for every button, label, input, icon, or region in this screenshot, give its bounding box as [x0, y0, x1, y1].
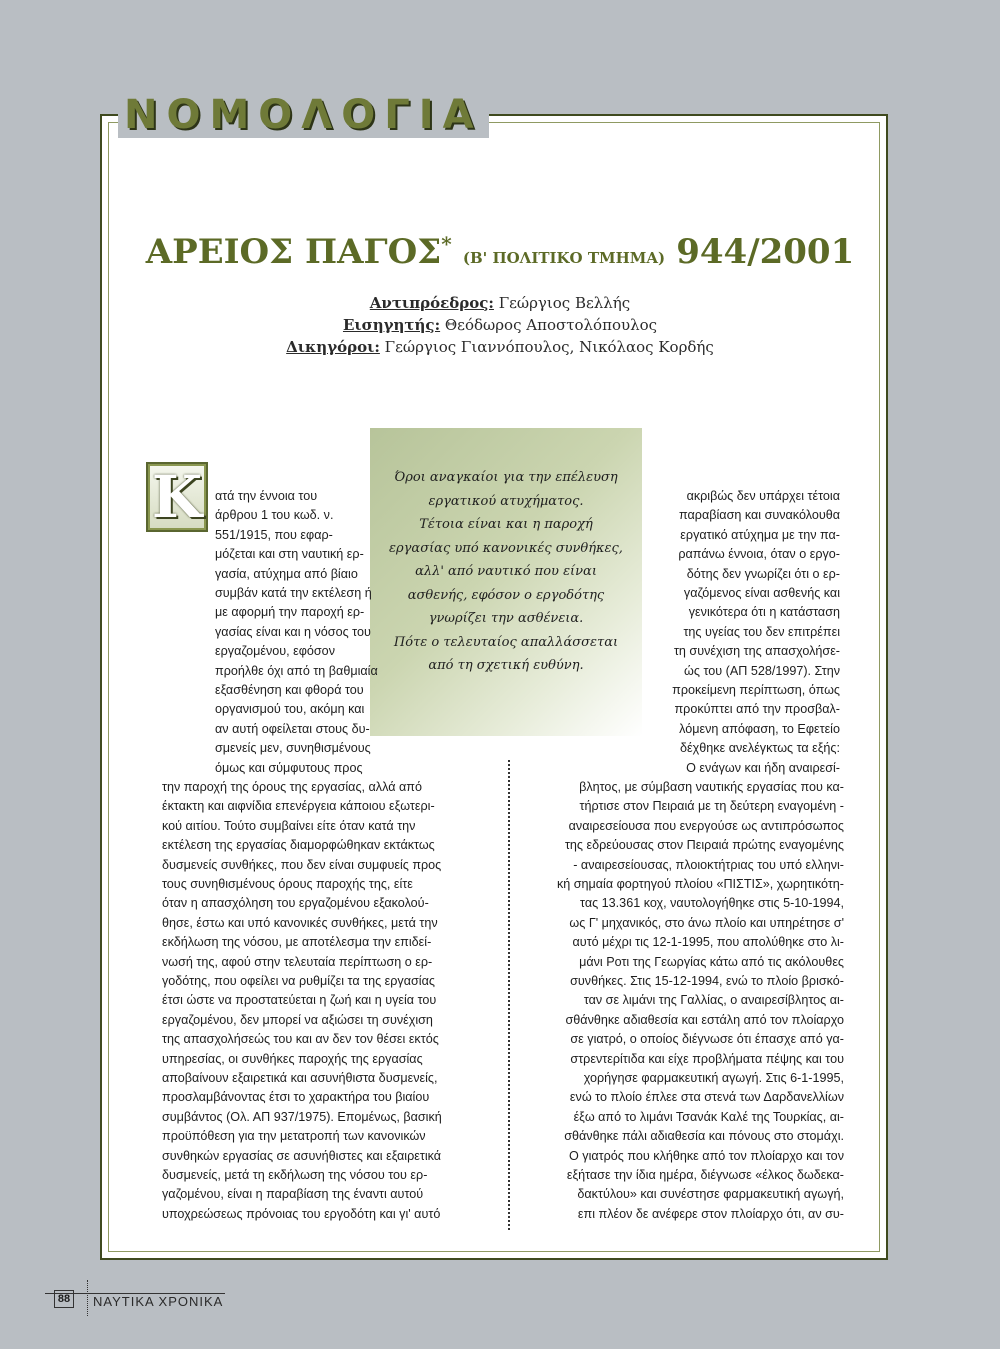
text-line: δακτύλου» και συνέστησε φαρμακευτική αγωγή, [577, 1187, 844, 1202]
text-line: επι πλέον δε ανέφερε στον πλοίαρχο ότι, αν συ- [577, 1206, 844, 1221]
text-line: της απασχολήσεώς του και αν δεν τον θέσει εκτός [162, 1032, 439, 1047]
text-line: εξήτασε την ίδια ημέρα, διέγνωσε «έλκος δωδεκα- [566, 1168, 844, 1182]
text-line: προσλαμβάνοντας έτσι το χαρακτήρα του βιαίου [162, 1090, 430, 1105]
pull-quote-line: από τη σχετική ευθύνη. [428, 658, 584, 673]
text-line: με αφορμή την παροχή ερ- [215, 605, 365, 620]
text-line: δέχθηκε ανελέγκτως τα εξής: [680, 741, 840, 756]
text-line: δυσμενείς συνθήκες, που δεν είναι συμφυείς προς [162, 857, 442, 872]
text-line: της υγείας του δεν επιτρέπει [683, 624, 840, 639]
text-line: σθάνθηκε πάλι αδιαθεσία και πόνους στο στομάχι. [564, 1129, 844, 1144]
text-line: αποβαίνουν εξαιρετικά και ασυνήθιστα δυσμενείς, [162, 1071, 438, 1085]
text-line: δυσμενείς, μετά τη εκδήλωση της νόσου του ερ- [162, 1168, 428, 1182]
text-line: εκδήλωση της νόσου, με αποτέλεσμα την επιδεί- [162, 935, 432, 950]
text-line: ως Γ' μηχανικός, στο άνω πλοίο και υπηρέτησε σ' [569, 915, 844, 930]
decision-number: 944/2001 [676, 232, 855, 272]
division-name: (Β' ΠΟΛΙΤΙΚΟ ΤΜΗΜΑ) [462, 249, 666, 267]
drop-cap [146, 462, 208, 532]
text-line: συνθήκες. Στις 15-12-1994, ενώ το πλοίο βρισκό- [570, 974, 844, 988]
text-line: έξω από το λιμάνι Τσανάκ Καλέ της Τουρκίας, αι- [573, 1109, 844, 1124]
pull-quote-line: Όροι αναγκαίοι για την επέλευση [394, 470, 618, 485]
footer-vrule [87, 1280, 88, 1316]
pull-quote-line: ασθενής, εφόσον ο εργοδότης [407, 587, 605, 603]
text-line: συμβάν κατά την εκτέλεση ή [215, 586, 372, 600]
text-line: χορήγησε φαρμακευτική αγωγή. Στις 6-1-1995, [583, 1071, 844, 1085]
text-line: 551/1915, που εφαρ- [215, 527, 333, 542]
text-line: γασίας είναι και η νόσος του [215, 624, 371, 639]
text-line: όταν η απασχόληση του εργαζομένου εξακολού- [162, 896, 429, 911]
text-line: την παροχή της όρους της εργασίας, αλλά από [162, 780, 422, 794]
pull-quote-line: Τέτοια είναι και η παροχή [419, 517, 593, 532]
text-line: εργαζομένου, δεν μπορεί να αξιώσει τη συνέχιση [162, 1012, 433, 1027]
pull-quote-line: εργατικού ατυχήματος. [428, 493, 584, 509]
text-line: βλητος, με σύμβαση ναυτικής εργασίας που κα- [579, 780, 844, 794]
text-line: έκτακτη και αιφνίδια επενέργεια κάποιου εξωτερι- [162, 799, 435, 814]
text-line: δότης δεν γνωρίζει ότι ο ερ- [686, 566, 840, 581]
text-line: παραβίαση και συνακόλουθα [679, 508, 840, 523]
text-line: εργατικό ατύχημα με την πα- [680, 527, 840, 542]
text-line: υπηρεσίας, οι συνθήκες παροχής της εργασίας [162, 1051, 423, 1066]
text-line: Ο γιατρός που κλήθηκε από τον πλοίαρχο και τον [568, 1148, 844, 1163]
text-line: οργανισμού του, ακόμη και [215, 702, 365, 717]
text-line: μόζεται και στη ναυτική ερ- [215, 547, 364, 562]
credit-line [0, 336, 1000, 358]
text-line: κού αιτίου. Τούτο συμβαίνει είτε όταν κατά την [162, 818, 416, 833]
magazine-name: ΝΑΥΤΙΚΑ ΧΡΟΝΙΚΑ [93, 1294, 224, 1309]
text-line: εργαζομένου, εφόσον [215, 644, 335, 659]
text-line: εκτέλεση της εργασίας διαμορφώθηκαν εκτάκτως [162, 838, 435, 853]
text-line: τη συνέχιση της απασχολήσε- [673, 644, 840, 659]
text-line: αν αυτή οφείλεται στους δυ- [215, 721, 370, 736]
credit-person: Θεόδωρος Αποστολόπουλος [440, 316, 658, 334]
text-line: σε γιατρό, ο οποίος διέγνωσε ότι έπασχε από γα- [570, 1032, 844, 1047]
text-line: γενικότερα ότι η κατάσταση [688, 605, 840, 620]
text-line: - αναιρεσείουσας, πλοιοκτήτριας του υπό ελληνι- [573, 857, 844, 872]
text-line: αυτό μέχρι τις 12-1-1995, που απολύθηκε στο λι- [572, 935, 844, 950]
text-line: έτσι ώστε να προστατεύεται η ζωή και η υγεία του [162, 993, 437, 1008]
credit-role: Δικηγόροι: [286, 338, 380, 356]
text-line: γασία, ατύχημα από βίαιο [215, 566, 358, 581]
pull-quote-line: εργασίας υπό κανονικές συνθήκες, [389, 540, 623, 556]
text-line: της εδρεύουσας στον Πειραιά πρώτης εναγομένης [564, 838, 844, 853]
text-line: κή σημαία φορτηγού πλοίου «ΠΙΣΤΙΣ», χωρητικότη- [556, 877, 844, 891]
text-line: ατά την έννοια του [215, 489, 318, 503]
text-line: τας 13.361 κοχ, ναυτολογήθηκε στις 5-10-1994, [580, 896, 844, 911]
text-line: προκύπτει από την προσβαλ- [674, 702, 840, 717]
credit-role: Εισηγητής: [342, 316, 441, 334]
text-line: ραπάνω έννοια, όταν ο εργο- [678, 547, 840, 562]
text-line: σμενείς μεν, συνηθισμένους [215, 741, 371, 756]
text-line: εξασθένηση και φθορά του [215, 683, 364, 697]
headline [0, 232, 1000, 272]
page-number: 88 [54, 1290, 74, 1308]
text-line: προήλθε όχι από τη βαθμιαία [215, 663, 378, 678]
credit-line [0, 292, 1000, 314]
credit-role: Αντιπρόεδρος: [369, 294, 494, 312]
credit-line [0, 314, 1000, 336]
drop-cap-letter: Κ [151, 463, 203, 531]
pull-quote-line: γνωρίζει την ασθένεια. [428, 611, 584, 626]
text-line: στρεντερίτιδα και είχε προβλήματα πέψης και του [570, 1051, 844, 1066]
text-line: υποχρεώσεως πρόνοιας του εργοδότη και γι' αυτό [162, 1206, 441, 1221]
pull-quote-line: Πότε ο τελευταίος απαλλάσσεται [393, 634, 619, 650]
text-line: τους συνηθισμένους όρους παροχής της, είτε [162, 877, 413, 891]
text-line: προϋπόθεση για την μετατροπή των κανονικών [162, 1129, 426, 1144]
credit-person: Γεώργιος Βελλής [493, 294, 631, 312]
text-line: ενώ το πλοίο έπλεε στα στενά των Δαρδανελλίων [569, 1090, 844, 1105]
text-line: συνθηκών εργασίας σε ασυνήθιστες και εξαιρετικά [162, 1148, 442, 1163]
text-line: τήρτισε στον Πειραιά με τη δεύτερη εναγομένη - [579, 799, 844, 814]
text-line: νωσή της, αφού στην τελευταία περίπτωση ο ερ- [162, 954, 433, 969]
pull-quote [370, 466, 642, 678]
pull-quote-line: αλλ' από ναυτικό που είναι [415, 564, 597, 579]
text-line: λόμενη απόφαση, το Εφετείο [679, 721, 840, 736]
footnote-asterisk: * [441, 232, 452, 256]
text-line: προκείμενη περίπτωση, όπως [672, 683, 840, 697]
text-line: θησε, έστω και υπό κανονικές συνθήκες, μετά την [162, 915, 438, 930]
text-line: σθάνθηκε αδιαθεσία και εστάλη από τον πλοίαρχο [565, 1012, 844, 1027]
text-line: γαζόμενος είναι ασθενής και [683, 586, 840, 600]
column-divider [508, 760, 510, 1230]
credit-person: Γεώργιος Γιαννόπουλος, Νικόλαος Κορδής [379, 338, 714, 356]
court-name: ΑΡΕΙΟΣ ΠΑΓΟΣ [145, 232, 442, 272]
text-line: αναιρεσείουσα που ενεργούσε ως αντιπρόσωπος [568, 818, 844, 833]
text-line: όμως και σύμφυτους προς [215, 760, 363, 775]
text-line: γαζομένου, είναι η παραβίαση της έναντι αυτού [162, 1187, 424, 1202]
text-line: ταν σε λιμάνι της Γαλλίας, ο αναιρεσίβλητος αι- [583, 993, 844, 1008]
text-line: συμβάντος (Ολ. ΑΠ 937/1975). Επομένως, βασική [162, 1109, 442, 1124]
section-title: ΝΟΜΟΛΟΓΙΑ [118, 92, 489, 138]
text-line: ώς του (ΑΠ 528/1997). Στην [684, 663, 840, 678]
text-line: ακριβώς δεν υπάρχει τέτοια [686, 489, 840, 503]
text-line: Ο ενάγων και ήδη αναιρεσί- [686, 760, 840, 775]
text-line: μάνι Ροτι της Γεωργίας κάτω από τις ακόλουθες [579, 954, 844, 969]
text-line: γοδότης, που οφείλει να ρυθμίζει τα της εργασίας [162, 974, 435, 988]
credits [0, 292, 1000, 358]
text-line: άρθρου 1 του κωδ. ν. [215, 508, 334, 523]
